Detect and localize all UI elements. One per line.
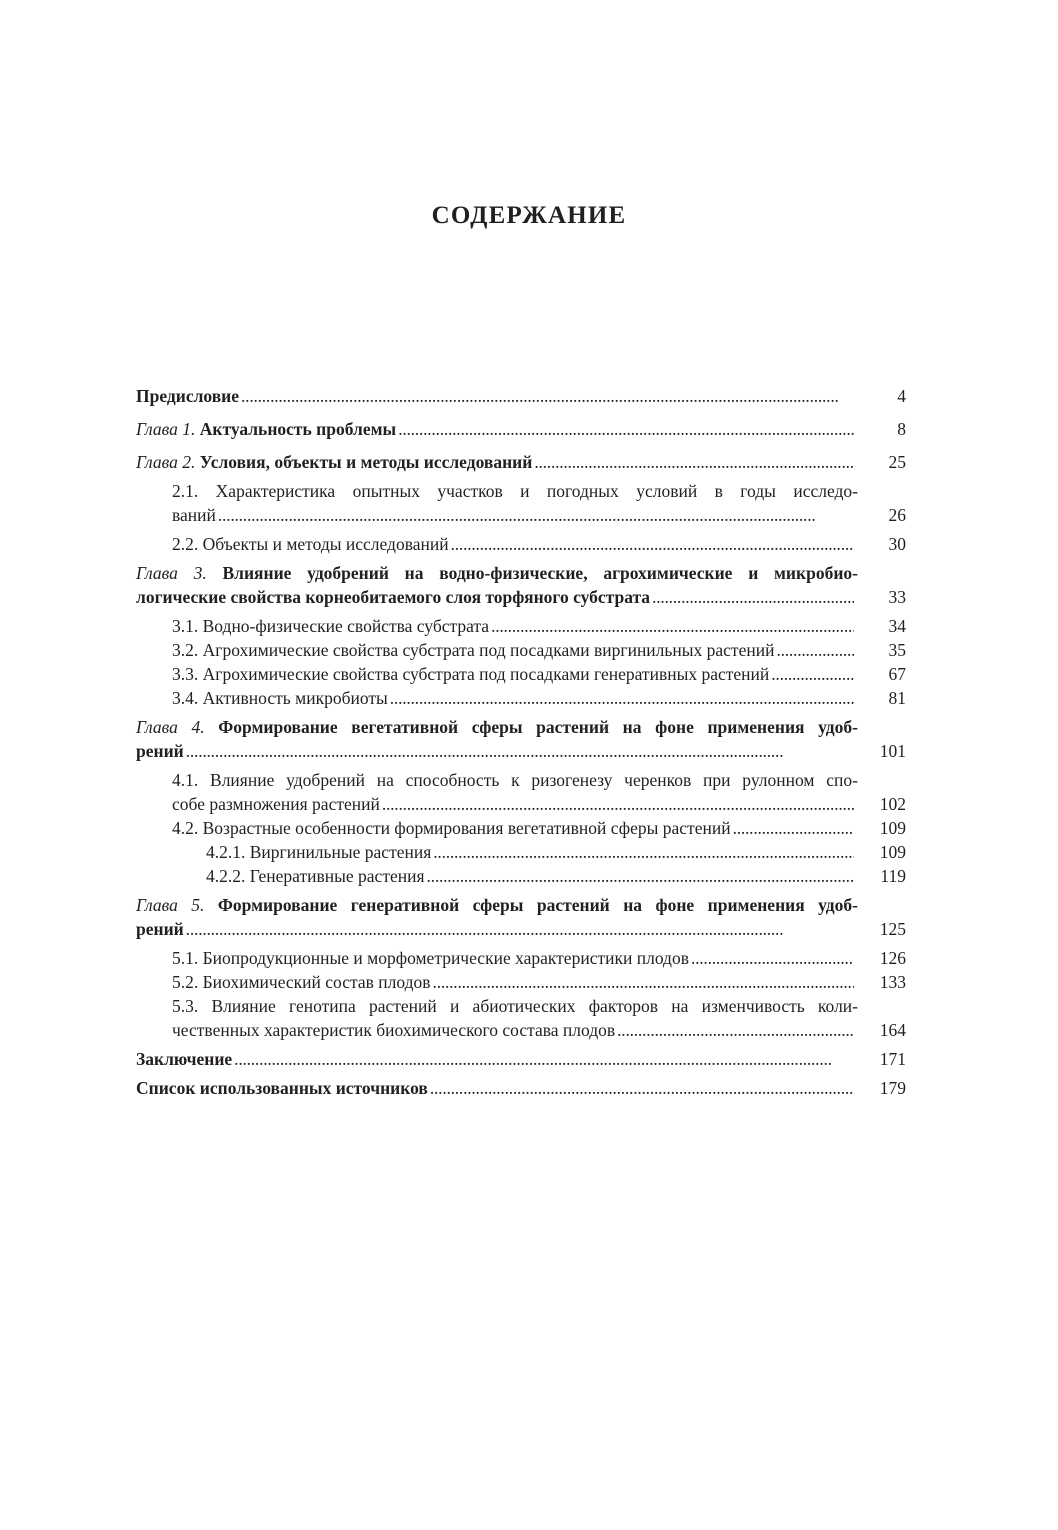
toc-entry-title: 3.3. Агрохимические свойства субстрата под посадками генеративных растений — [172, 664, 770, 684]
toc-entry-chapter-3[interactable] — [136, 561, 906, 609]
page-number: 67 — [888, 664, 906, 684]
toc-entry-section-2-2[interactable] — [136, 532, 906, 556]
toc-entry-title: Актуальность проблемы — [199, 419, 397, 439]
page-number: 26 — [888, 505, 906, 525]
page-number: 164 — [879, 1020, 906, 1040]
toc-entry-references[interactable] — [136, 1076, 906, 1100]
toc-entry-title: 4.2.2. Генеративные растения — [206, 866, 425, 886]
toc-entry-title: 3.4. Активность микробиоты — [172, 688, 388, 708]
page-number: 8 — [897, 419, 906, 439]
toc-entry-section-3-4[interactable] — [136, 686, 906, 710]
toc-entry-section-5-1[interactable] — [136, 946, 906, 970]
toc-entry-chapter-1[interactable] — [136, 417, 906, 441]
page-number: 35 — [888, 640, 906, 660]
toc-entry-line-1: Влияние удобрений на водно-физические, агрохимические и микробио- — [222, 563, 858, 583]
toc-entry-line-2: чественных характеристик биохимического состава плодов — [172, 1020, 616, 1040]
page-number: 4 — [897, 386, 906, 406]
page-number: 81 — [888, 688, 906, 708]
toc-entry-title: 4.2. Возрастные особенности формирования вегетативной сферы растений — [172, 818, 731, 838]
toc-entry-section-4-2[interactable] — [136, 816, 906, 840]
page-title: СОДЕРЖАНИЕ — [431, 202, 627, 229]
toc-entry-section-5-2[interactable] — [136, 970, 906, 994]
chapter-label: Глава 3. — [136, 563, 207, 583]
table-of-contents — [136, 384, 906, 1100]
toc-entry-section-5-3[interactable] — [136, 994, 906, 1042]
page-number: 126 — [879, 948, 906, 968]
toc-entry-line-1: 5.3. Влияние генотипа растений и абиотических факторов на изменчивость коли- — [172, 996, 858, 1016]
toc-entry-title: Предисловие — [136, 386, 240, 406]
toc-entry-line-2: ваний — [172, 505, 216, 525]
toc-entry-title: 4.2.1. Виргинильные растения — [206, 842, 432, 862]
page-number: 171 — [879, 1049, 906, 1069]
chapter-label: Глава 5. — [136, 895, 205, 915]
toc-entry-chapter-4[interactable] — [136, 715, 906, 763]
toc-entry-section-3-2[interactable] — [136, 638, 906, 662]
page-number: 125 — [879, 919, 906, 939]
page-number: 102 — [879, 794, 906, 814]
toc-entry-chapter-5[interactable] — [136, 893, 906, 941]
toc-entry-section-4-1[interactable] — [136, 768, 906, 816]
page-number: 34 — [888, 616, 906, 636]
toc-entry-line-2: логические свойства корнеобитаемого слоя торфяного субстрата — [136, 587, 651, 607]
toc-entry-line-1: 4.1. Влияние удобрений на способность к ризогенезу черенков при рулонном спо- — [172, 770, 858, 790]
toc-entry-line-1: Формирование генеративной сферы растений на фоне применения удоб- — [217, 895, 858, 915]
toc-entry-section-3-1[interactable] — [136, 614, 906, 638]
toc-entry-line-2: рений — [136, 919, 184, 939]
toc-entry-title: Условия, объекты и методы исследований — [199, 452, 533, 472]
toc-entry-chapter-2[interactable] — [136, 450, 906, 474]
page-number: 109 — [879, 818, 906, 838]
page-number: 30 — [888, 534, 906, 554]
toc-entry-preface[interactable] — [136, 384, 906, 408]
toc-entry-line-2: рений — [136, 741, 184, 761]
toc-entry-section-4-2-1[interactable] — [136, 840, 906, 864]
page-number: 179 — [879, 1078, 906, 1098]
chapter-label: Глава 4. — [136, 717, 205, 737]
chapter-label: Глава 1. — [136, 419, 196, 439]
toc-entry-title: Список использованных источников — [136, 1078, 428, 1098]
toc-entry-title: 5.1. Биопродукционные и морфометрические характеристики плодов — [172, 948, 689, 968]
toc-entry-line-1: 2.1. Характеристика опытных участков и погодных условий в годы исследо- — [172, 481, 858, 501]
toc-entry-title: 5.2. Биохимический состав плодов — [172, 972, 431, 992]
toc-entry-section-2-1[interactable] — [136, 479, 906, 527]
toc-entry-section-4-2-2[interactable] — [136, 864, 906, 888]
chapter-label: Глава 2. — [136, 452, 196, 472]
toc-entry-title: Заключение — [136, 1049, 233, 1069]
toc-entry-title: 3.2. Агрохимические свойства субстрата под посадками виргинильных растений — [172, 640, 775, 660]
toc-entry-line-2: собе размножения растений — [172, 794, 380, 814]
page-number: 109 — [879, 842, 906, 862]
toc-entry-line-1: Формирование вегетативной сферы растений на фоне применения удоб- — [218, 717, 858, 737]
page-number: 33 — [888, 587, 906, 607]
toc-entry-title: 3.1. Водно-физические свойства субстрата — [172, 616, 490, 636]
page-number: 101 — [879, 741, 906, 761]
page-number: 133 — [879, 972, 906, 992]
toc-entry-section-3-3[interactable] — [136, 662, 906, 686]
page-number: 25 — [888, 452, 906, 472]
page-number: 119 — [880, 866, 906, 886]
toc-entry-conclusion[interactable] — [136, 1047, 906, 1071]
toc-entry-title: 2.2. Объекты и методы исследований — [172, 534, 449, 554]
